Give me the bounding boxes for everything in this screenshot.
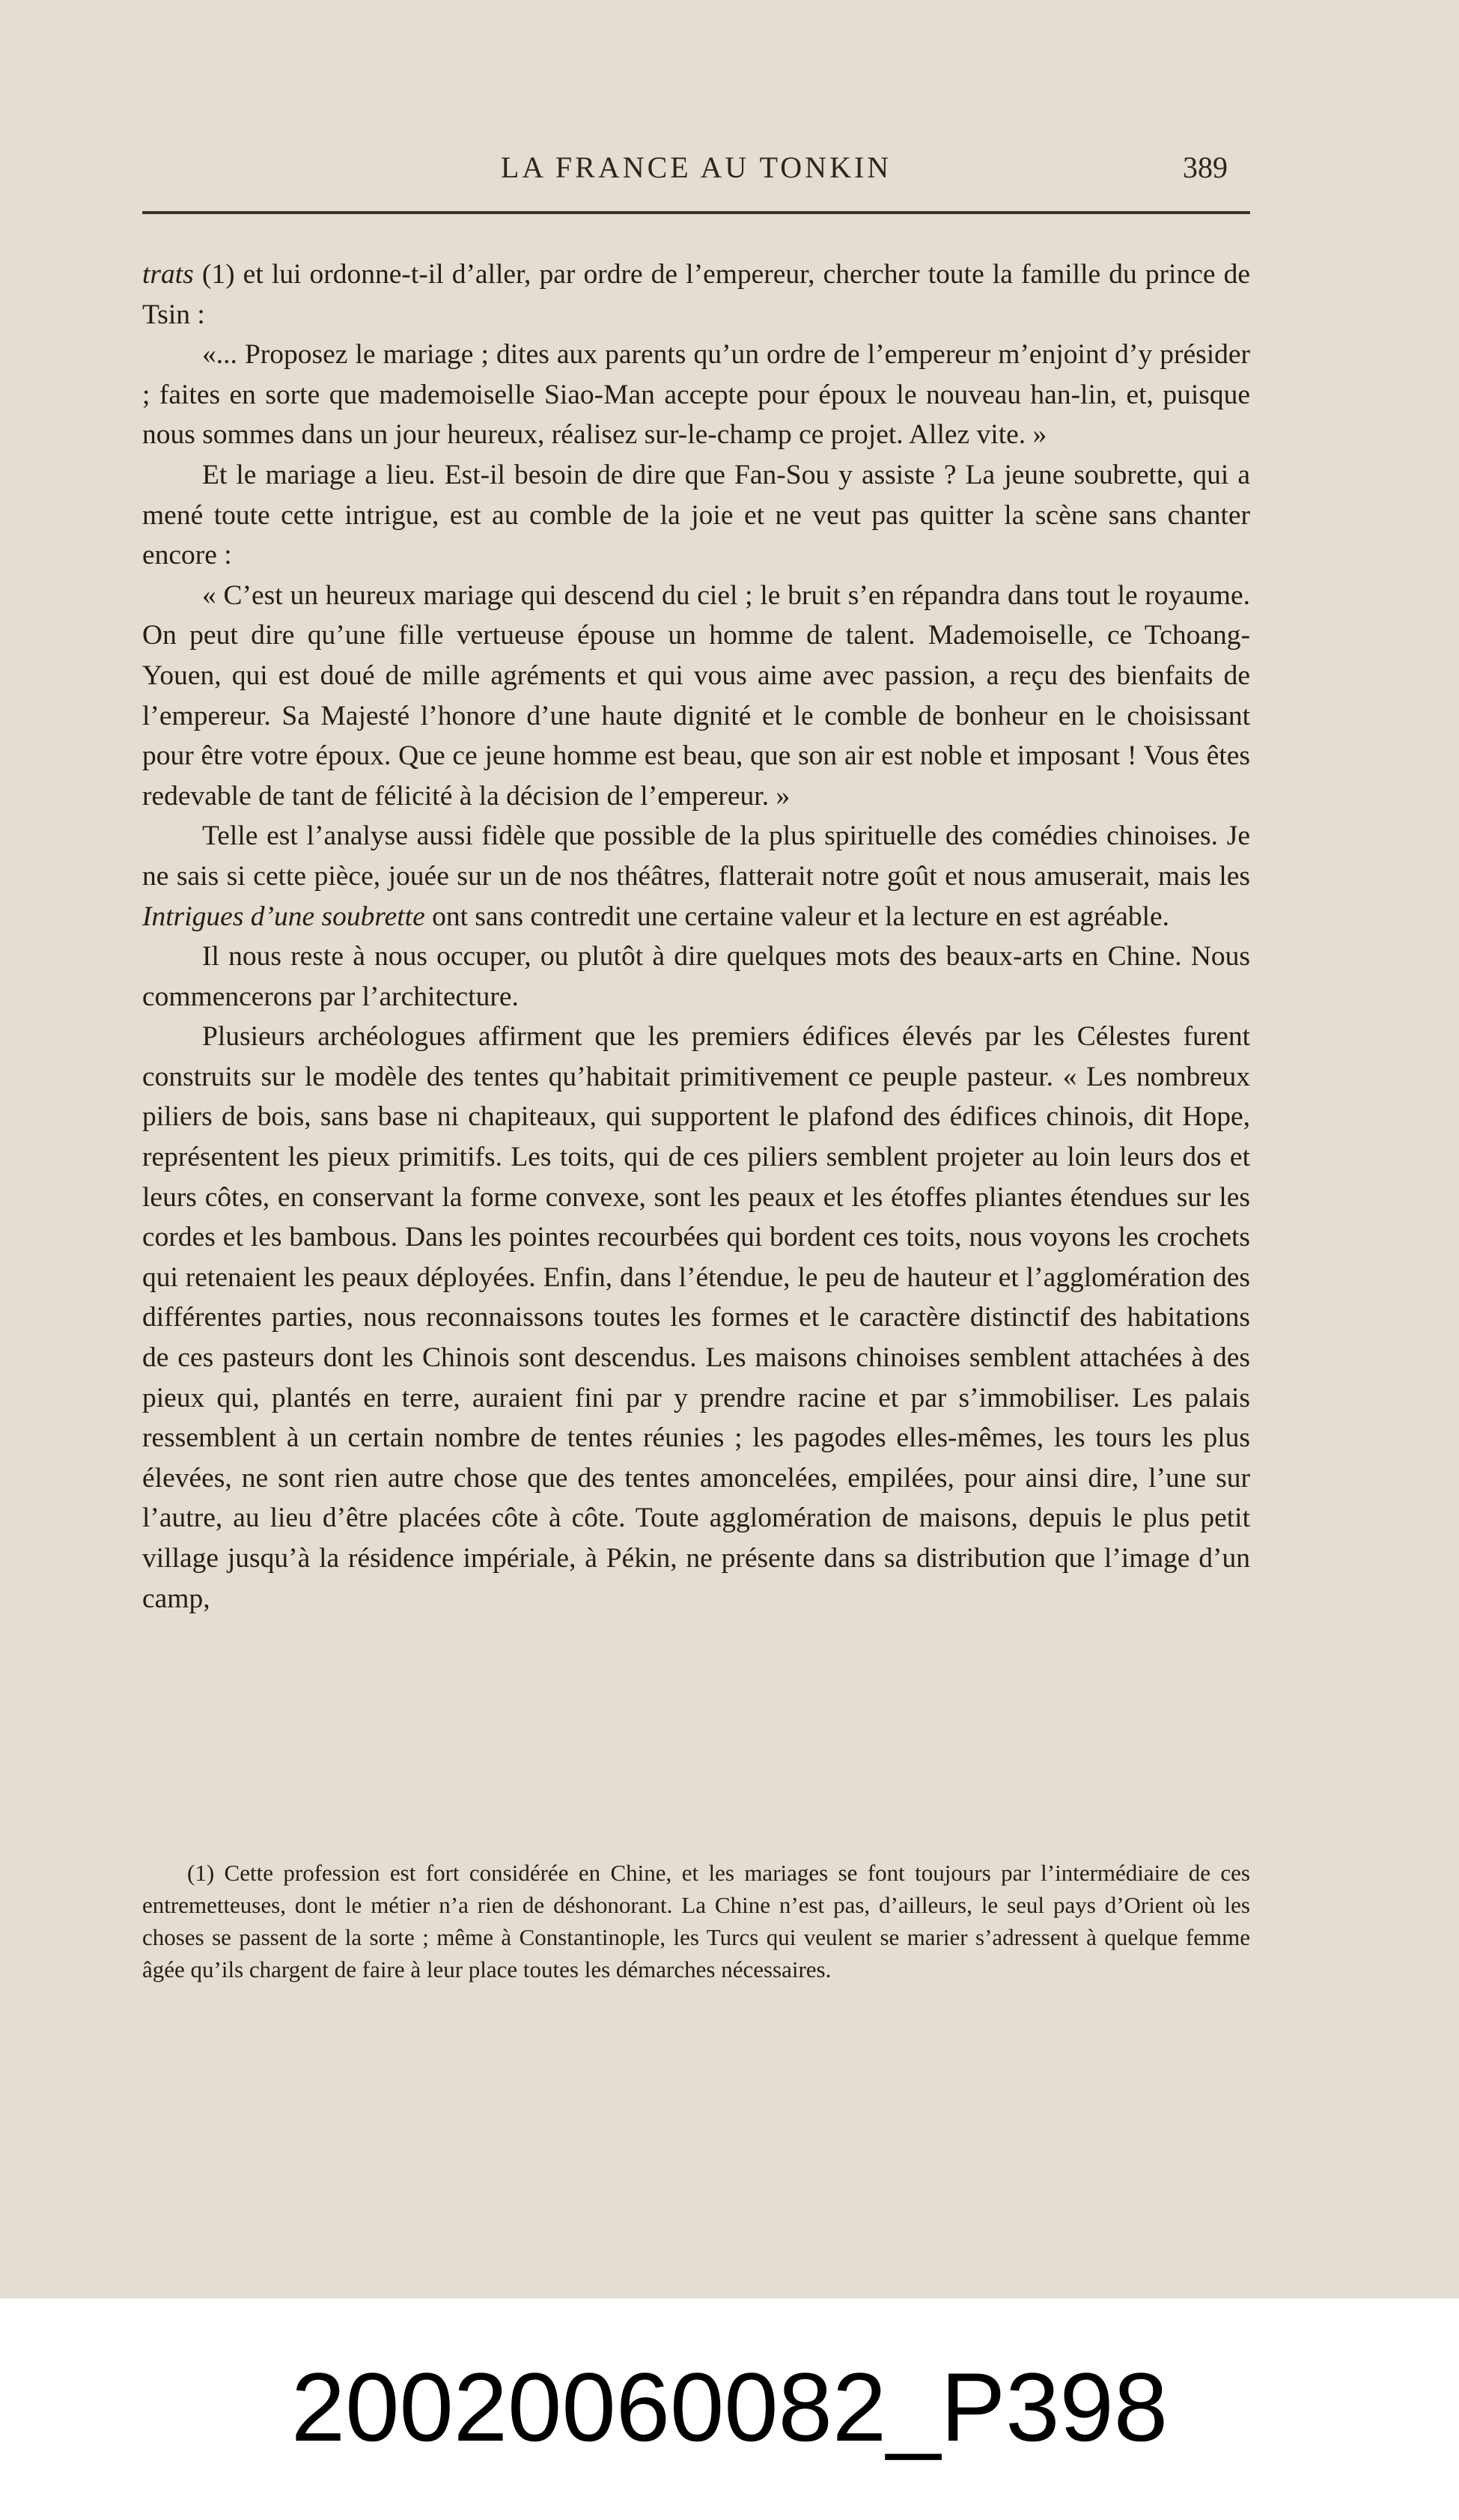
paragraph-5-text-a: Telle est l’analyse aussi fidèle que possible de la plus spirituelle des comédies chinoises. Je ne sais si cette pièce, jouée sur un de nos théâtres, flatterait notre goût et nous amuserait, mais les — [142, 821, 1250, 892]
paragraph-3: Et le mariage a lieu. Est-il besoin de dire que Fan-Sou y assiste ? La jeune soubrette, qui a mené toute cette intrigue, est au comble de la joie et ne veut pas quitter la scène sans chanter encore : — [142, 459, 1250, 571]
paragraph-5-text-b: ont sans contredit une certaine valeur et la lecture en est agréable. — [424, 901, 1170, 932]
header-rule — [142, 211, 1250, 214]
page-number: 389 — [1183, 150, 1228, 184]
paragraph-1-text: (1) et lui ordonne-t-il d’aller, par ordre de l’empereur, chercher toute la famille du prince de Tsin : — [142, 259, 1250, 330]
scan-caption: 20020060082_P398 — [290, 2352, 1169, 2462]
paragraph-2: «... Proposez le mariage ; dites aux parents qu’un ordre de l’empereur m’enjoint d’y présider ; faites en sorte que mademoiselle Siao-Man accepte pour époux le nouveau han-lin, et, puisque nous sommes dans un jour heureux, réalisez sur-le-champ ce projet. Allez vite. » — [142, 339, 1250, 451]
emphasis-title: Intrigues d’une soubrette — [142, 901, 425, 932]
paragraph-5 — [142, 816, 1250, 937]
running-title: LA FRANCE AU TONKIN — [500, 150, 892, 184]
paragraph-1 — [142, 255, 1250, 335]
page-header — [142, 147, 1250, 192]
paragraph-6: Il nous reste à nous occuper, ou plutôt à dire quelques mots des beaux-arts en Chine. Nous commencerons par l’architecture. — [142, 941, 1250, 1012]
paragraph-4: « C’est un heureux mariage qui descend du ciel ; le bruit s’en répandra dans tout le royaume. On peut dire qu’une fille vertueuse épouse un homme de talent. Mademoiselle, ce Tchoang-Youen, qui est doué de mille agréments et qui vous aime avec passion, a reçu des bienfaits de l’empereur. Sa Majesté l’honore d’une haute dignité et le comble de bonheur en le choisissant pour être votre époux. Que ce jeune homme est beau, que son air est noble et imposant ! Vous êtes redevable de tant de félicité à la décision de l’empereur. » — [142, 579, 1250, 812]
footnote-1: (1) Cette profession est fort considérée en Chine, et les mariages se font toujours par l’intermédiaire de ces entremetteuses, dont le métier n’a rien de déshonorant. La Chine n’est pas, d’ailleurs, le seul pays d’Orient où les choses se passent de la sorte ; même à Constantinople, les Turcs qui veulent se marier s’adressent à quelque femme âgée qu’ils chargent de faire à leur place toutes les démarches nécessaires. — [142, 1860, 1250, 1982]
footnotes — [142, 1857, 1250, 1985]
emphasis-trats: trats — [142, 259, 194, 290]
body-text — [142, 255, 1250, 1619]
paragraph-7: Plusieurs archéologues affirment que les premiers édifices élevés par les Célestes furent construits sur le modèle des tentes qu’habitait primitivement ce peuple pasteur. « Les nombreux piliers de bois, sans base ni chapiteaux, qui supportent le plafond des édifices chinois, dit Hope, représentent les pieux primitifs. Les toits, qui de ces piliers semblent projeter au loin leurs dos et leurs côtes, en conservant la forme convexe, sont les peaux et les étoffes pliantes étendues sur les cordes et les bambous. Dans les pointes recourbées qui bordent ces toits, nous voyons les crochets qui retenaient les peaux déployées. Enfin, dans l’étendue, le peu de hauteur et l’agglomération des différentes parties, nous reconnaissons toutes les formes et le caractère distinctif des habitations de ces pasteurs dont les Chinois sont descendus. Les maisons chinoises semblent attachées à des pieux qui, plantés en terre, auraient fini par y prendre racine et par s’immobiliser. Les palais ressemblent à un certain nombre de tentes réunies ; les pagodes elles-mêmes, les tours les plus élevées, ne sont rien autre chose que des tentes amoncelées, empilées, pour ainsi dire, l’une sur l’autre, au lieu d’être placées côte à côte. Toute agglomération de maisons, depuis le plus petit village jusqu’à la résidence impériale, à Pékin, ne présente dans sa distribution que l’image d’un camp, — [142, 1021, 1250, 1614]
